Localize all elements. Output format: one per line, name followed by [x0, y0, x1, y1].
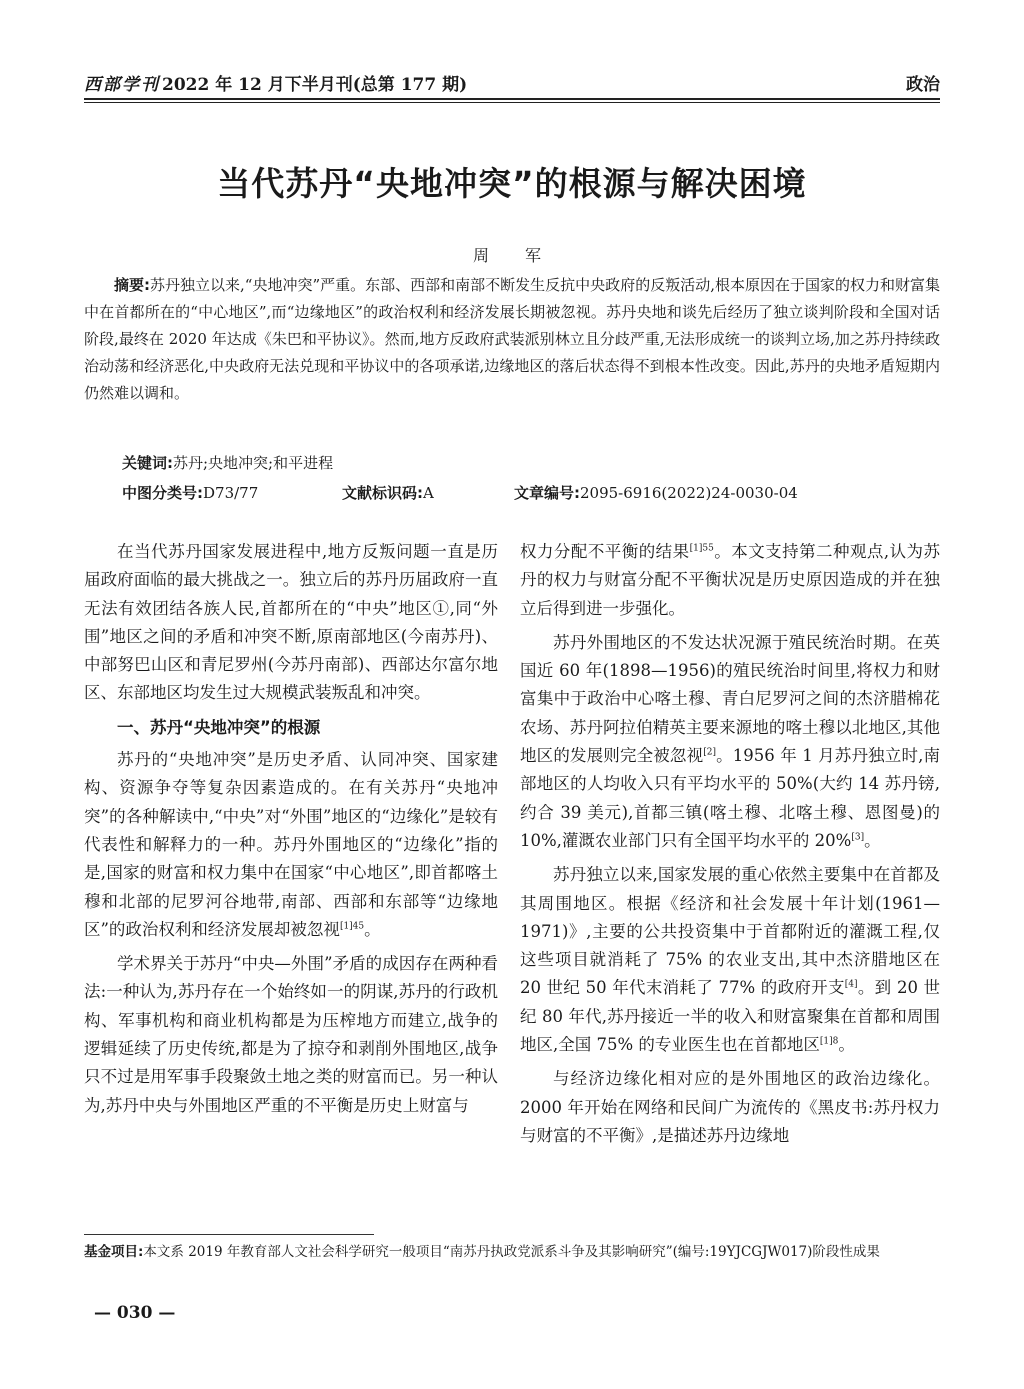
- header-rule: [84, 98, 940, 100]
- footnote-rule: [84, 1234, 374, 1235]
- keywords-text: 苏丹;央地冲突;和平进程: [173, 454, 334, 472]
- header-section: 政治: [906, 75, 940, 95]
- paragraph: 苏丹的“央地冲突”是历史矛盾、认同冲突、国家建构、资源争夺等复杂因素造成的。在有关苏丹“央地冲突”的各种解读中,“中央”对“外围”地区的“边缘化”是较有代表性和解释力的一种。苏丹外围地区的“边缘化”指的是,国家的财富和权力集中在国家“中心地区”,即首都喀土穆和北部的尼罗河谷地带,南部、西部和东部等“边缘地区”的政治权利和经济发展却被忽视$^{[1]45}$。: [84, 750, 498, 939]
- citation: [4]: [844, 979, 858, 990]
- citation: [2]: [703, 747, 716, 758]
- keywords: [122, 452, 333, 473]
- citation: [3]: [851, 832, 865, 843]
- fund-text: 本文系 2019 年教育部人文社会科学研究一般项目“南苏丹执政党派系斗争及其影响研究”(编号:19YJCGJW017)阶段性成果: [143, 1244, 880, 1260]
- article-title: 当代苏丹“央地冲突”的根源与解决困境: [217, 164, 807, 203]
- journal-logo: 西部学刊: [84, 75, 160, 95]
- fund-label: 基金项目:: [84, 1244, 144, 1260]
- page-number: — 030 —: [94, 1303, 176, 1323]
- paragraph: 在当代苏丹国家发展进程中,地方反叛问题一直是历届政府面临的最大挑战之一。独立后的苏丹历届政府一直无法有效团结各族人民,首都所在的“中央”地区①,同“外围”地区之间的矛盾和冲突不断,原南部地区(今南苏丹)、中部努巴山区和青尼罗州(今苏丹南部)、西部达尔富尔地区、东部地区均发生过大规模武装叛乱和冲突。: [84, 542, 498, 703]
- clc-code: 中图分类号:D73/77: [122, 484, 259, 502]
- abstract-label: 摘要:: [114, 276, 151, 294]
- citation: [1]55: [689, 543, 714, 554]
- header-rule-thin: [84, 102, 940, 103]
- abstract: [84, 272, 940, 407]
- abstract-text: 苏丹独立以来,“央地冲突”严重。东部、西部和南部不断发生反抗中央政府的反叛活动,根本原因在于国家的权力和财富集中在首都所在的“中心地区”,而“边缘地区”的政治权利和经济发展长期被忽视。苏丹央地和谈先后经历了独立谈判阶段和全国对话阶段,最终在 2020 年达成《朱巴和平协议》。然而,地方反政府武装派别林立且分歧严重,无法形成统一的谈判立场,加之苏丹持续政治动荡和经济恶化,中央政府无法兑现和平协议中的各项承诺,边缘地区的落后状态得不到根本性改变。因此,苏丹的央地矛盾短期内仍然难以调和。: [84, 276, 940, 402]
- citation: [1]45: [339, 921, 365, 932]
- article-number: 文章编号:2095-6916(2022)24-0030-04: [514, 484, 798, 502]
- header-issue: [84, 70, 467, 95]
- right-column: [520, 538, 940, 1156]
- section-heading: 一、苏丹“央地冲突”的根源: [117, 717, 321, 737]
- fund-note: [84, 1240, 940, 1264]
- left-column: [84, 538, 498, 1126]
- issue-info: 2022 年 12 月下半月刊(总第 177 期): [162, 75, 468, 95]
- paragraph: 权力分配不平衡的结果$^{[1]55}$。本文支持第二种观点,认为苏丹的权力与财富分配不平衡状况是历史原因造成的并在独立后得到进一步强化。: [520, 542, 941, 618]
- article-author: 周 军: [472, 246, 551, 265]
- paragraph: 苏丹外围地区的不发达状况源于殖民统治时期。在英国近 60 年(1898—1956)的殖民统治时间里,将权力和财富集中于政治中心喀土穆、青白尼罗河之间的杰济腊棉花农场、苏丹阿拉伯精英主要来源地的喀土穆以北地区,其他地区的发展则完全被忽视[2]。1956 年 1 月苏丹独立时,南部地区的人均收入只有平均水平的 50%(大约 14 苏丹镑,约合 39 美元),首都三镇(喀土穆、北喀土穆、恩图曼)的 10%,灌溉农业部门只有全国平均水平的 20%[3]。: [520, 632, 941, 850]
- paragraph: 学术界关于苏丹“中央—外围”矛盾的成因存在两种看法:一种认为,苏丹存在一个始终如一的阴谋,苏丹的行政机构、军事机构和商业机构都是为压榨地方而建立,战争的逻辑延续了历史传统,都是为了掠夺和剥削外围地区,战争只不过是用军事手段聚敛土地之类的财富而已。另一种认为,苏丹中央与外围地区严重的不平衡是历史上财富与: [84, 954, 498, 1115]
- doc-code: 文献标识码:A: [342, 484, 434, 502]
- citation: [1]8: [819, 1036, 839, 1047]
- paragraph: 与经济边缘化相对应的是外围地区的政治边缘化。2000 年开始在网络和民间广为流传的《黑皮书:苏丹权力与财富的不平衡》,是描述苏丹边缘地: [520, 1069, 940, 1145]
- running-header: [84, 70, 940, 100]
- paragraph: 苏丹独立以来,国家发展的重心依然主要集中在首都及其周围地区。根据《经济和社会发展十年计划(1961—1971)》,主要的公共投资集中于首都附近的灌溉工程,仅这些项目就消耗了 75% 的农业支出,其中杰济腊地区在 20 世纪 50 年代末消耗了 77% 的政府开支[4]。到 20 世纪 80 年代,苏丹接近一半的收入和财富聚集在首都和周围地区,全国 75% 的专业医生也在首都地区$^{[1]8}$。: [520, 865, 940, 1055]
- keywords-label: 关键词:: [122, 454, 173, 472]
